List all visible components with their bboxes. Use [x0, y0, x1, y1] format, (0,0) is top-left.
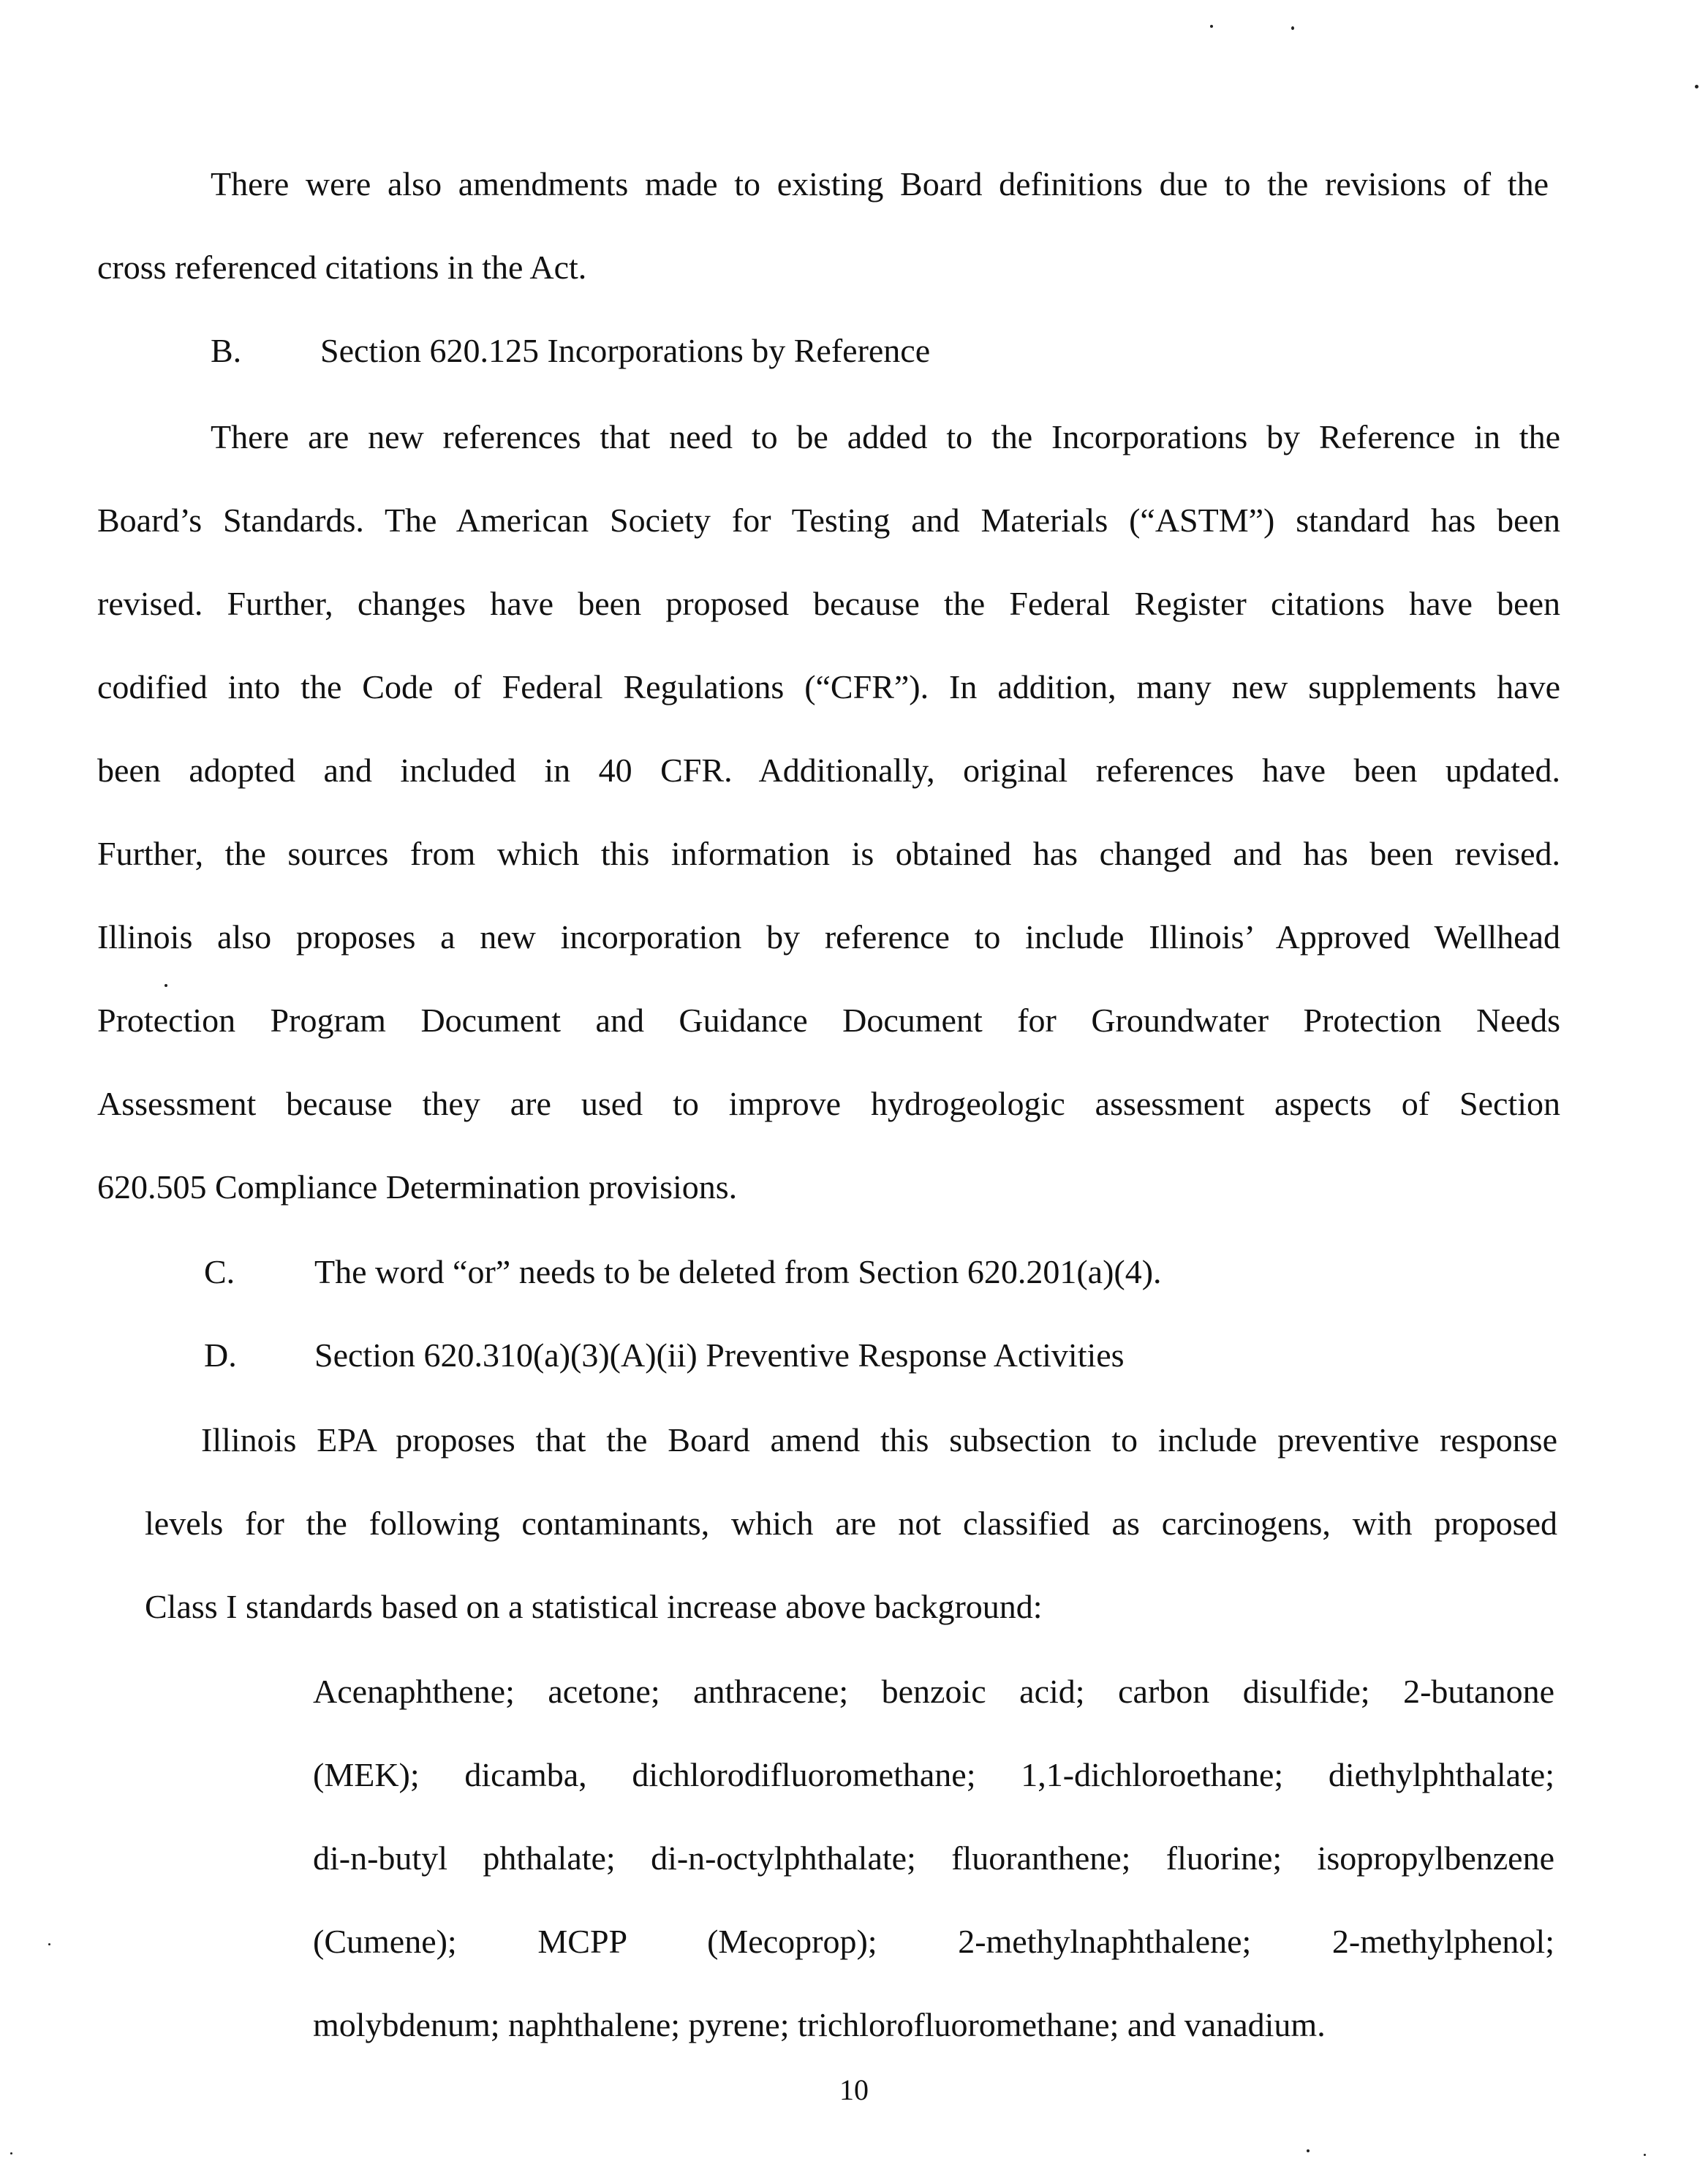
section-b-line-8: Protection Program Document and Guidance Document for Groundwater Protection Needs — [97, 1002, 1560, 1039]
intro-line-2: cross referenced citations in the Act. — [97, 249, 587, 286]
intro-line-1: There were also amendments made to existing Board definitions due to the revisions of the — [211, 165, 1549, 203]
scan-speck — [1695, 85, 1698, 88]
scan-speck — [10, 2152, 12, 2154]
contaminant-list-line-4: (Cumene); MCPP (Mecoprop); 2-methylnaphthalene; 2-methylphenol; — [313, 1923, 1554, 1960]
scan-speck — [165, 984, 167, 987]
section-c-text: The word “or” needs to be deleted from Section 620.201(a)(4). — [314, 1253, 1162, 1290]
scan-speck — [1307, 2149, 1310, 2152]
scan-speck — [1291, 26, 1294, 30]
section-b-heading: Section 620.125 Incorporations by Reference — [320, 332, 931, 369]
section-d-label: D. — [204, 1336, 237, 1374]
section-d-line-1: Illinois EPA proposes that the Board amend this subsection to include preventive response — [201, 1421, 1557, 1459]
section-d-line-3: Class I standards based on a statistical increase above background: — [145, 1588, 1043, 1625]
scan-speck — [48, 1943, 50, 1945]
section-b-label: B. — [211, 332, 242, 369]
section-b-line-9: Assessment because they are used to improve hydrogeologic assessment aspects of Section — [97, 1085, 1560, 1122]
contaminant-list-line-5: molybdenum; naphthalene; pyrene; trichlorofluoromethane; and vanadium. — [313, 2006, 1326, 2043]
section-b-line-5: been adopted and included in 40 CFR. Additionally, original references have been updated. — [97, 752, 1560, 789]
contaminant-list-line-2: (MEK); dicamba, dichlorodifluoromethane; 1,1-dichloroethane; diethylphthalate; — [313, 1756, 1554, 1793]
page-number: 10 — [839, 2073, 869, 2106]
section-b-line-4: codified into the Code of Federal Regulations (“CFR”). In addition, many new supplements have — [97, 668, 1560, 705]
section-b-line-1: There are new references that need to be added to the Incorporations by Reference in the — [211, 418, 1560, 455]
scan-speck — [1644, 2154, 1646, 2156]
scan-speck — [1210, 25, 1213, 28]
section-b-line-10: 620.505 Compliance Determination provisions. — [97, 1168, 738, 1206]
section-c-label: C. — [204, 1253, 235, 1290]
section-b-line-6: Further, the sources from which this information is obtained has changed and has been revised. — [97, 835, 1560, 872]
contaminant-list-line-1: Acenaphthene; acetone; anthracene; benzoic acid; carbon disulfide; 2-butanone — [313, 1673, 1554, 1710]
section-b-line-2: Board’s Standards. The American Society for Testing and Materials (“ASTM”) standard has been — [97, 502, 1560, 539]
section-b-line-7: Illinois also proposes a new incorporation by reference to include Illinois’ Approved Wellhead — [97, 918, 1560, 956]
section-b-line-3: revised. Further, changes have been proposed because the Federal Register citations have been — [97, 585, 1560, 622]
section-d-heading: Section 620.310(a)(3)(A)(ii) Preventive Response Activities — [314, 1336, 1125, 1374]
section-d-line-2: levels for the following contaminants, which are not classified as carcinogens, with proposed — [145, 1505, 1557, 1542]
contaminant-list-line-3: di-n-butyl phthalate; di-n-octylphthalate; fluoranthene; fluorine; isopropylbenzene — [313, 1839, 1554, 1877]
